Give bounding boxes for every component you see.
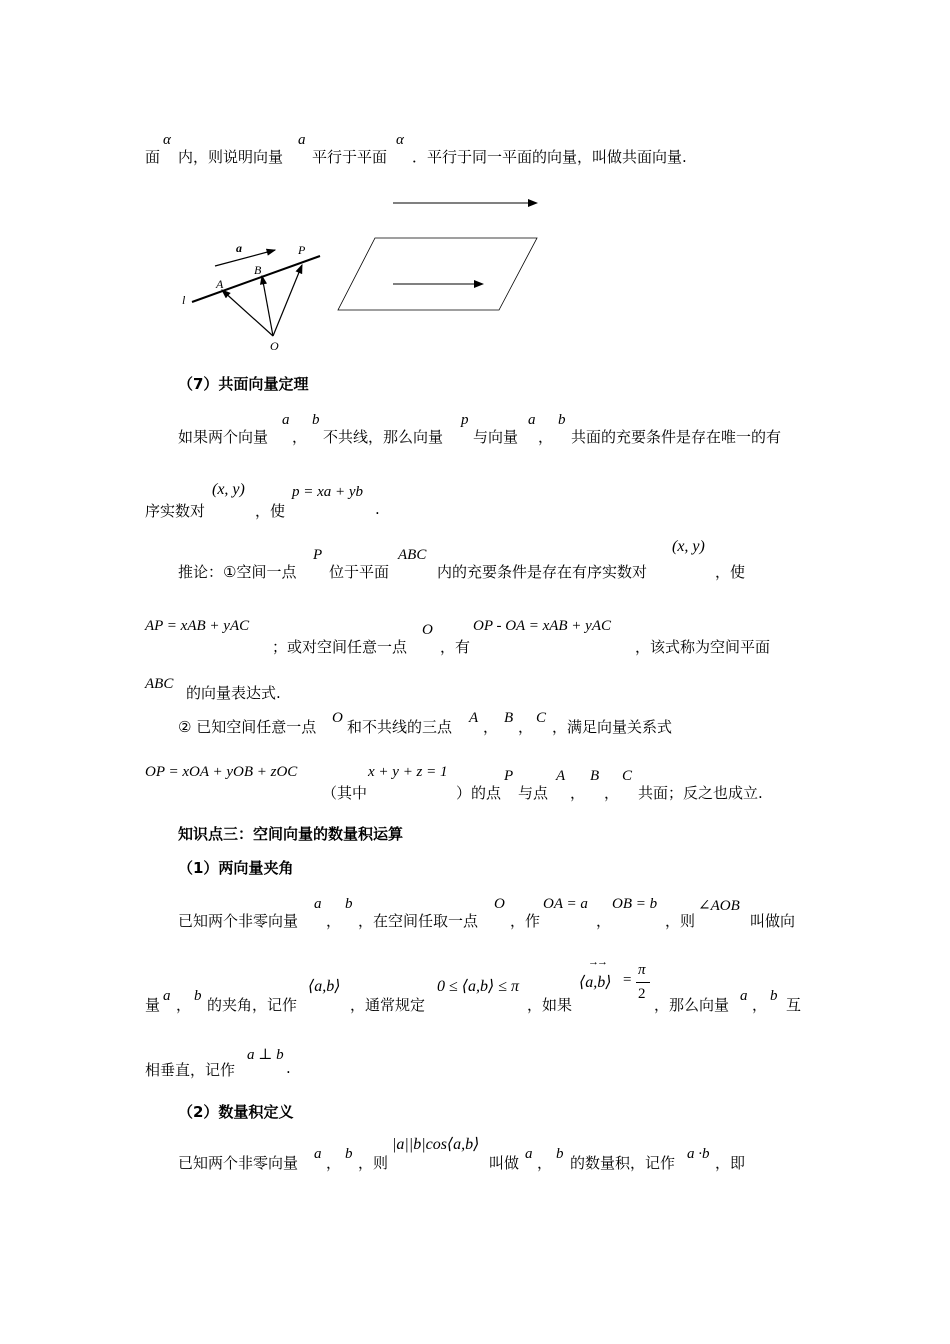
- math-O: O: [422, 622, 433, 638]
- math-perp: a ⊥ b: [247, 1047, 284, 1063]
- math-p: p: [461, 412, 469, 428]
- text: ，: [326, 1154, 342, 1172]
- math-O: O: [494, 896, 505, 912]
- math-a: a: [525, 1146, 533, 1162]
- math-a-dot-b: a ·b: [687, 1146, 710, 1162]
- text: 的向量表达式.: [186, 684, 281, 702]
- text: ）的点: [456, 784, 502, 802]
- text: 与点: [518, 784, 549, 802]
- text: ，该式称为空间平面: [635, 638, 771, 656]
- text: ，: [538, 428, 554, 446]
- text: ，: [752, 996, 768, 1014]
- math-equals: =: [623, 972, 632, 988]
- text: ，: [518, 718, 534, 736]
- text: ；或对空间任意一点: [272, 638, 408, 656]
- text: ，那么向量: [654, 996, 730, 1014]
- text: 位于平面: [329, 563, 390, 581]
- text: 和不共线的三点: [347, 718, 453, 736]
- section-heading: 知识点三：空间向量的数量积运算: [178, 825, 404, 843]
- text: 不共线，那么向量: [323, 428, 444, 446]
- math-b: b: [345, 896, 353, 912]
- math-b: b: [558, 412, 566, 428]
- text: 已知两个非零向量: [178, 912, 299, 930]
- text: ，: [483, 718, 499, 736]
- text: .: [375, 500, 380, 518]
- text: 已知两个非零向量: [178, 1154, 299, 1172]
- math-b: b: [345, 1146, 353, 1162]
- math-A: A: [469, 710, 479, 726]
- text: 与向量: [473, 428, 519, 446]
- math-dot-product-expr: |a||b|cos⟨a,b⟩: [392, 1136, 480, 1153]
- text: ，使: [255, 502, 286, 520]
- text: ，则: [665, 912, 696, 930]
- plane-parallel-figure: [335, 192, 545, 317]
- math-a: a: [528, 412, 536, 428]
- math-two: 2: [638, 986, 646, 1002]
- text: ，: [292, 428, 308, 446]
- math-B: B: [504, 710, 514, 726]
- math-eq-AP: AP = xAB + yAC: [145, 618, 250, 634]
- math-xy: (x, y): [672, 538, 705, 555]
- text: 叫做向: [750, 912, 796, 930]
- text: 共面的充要条件是存在唯一的有: [571, 428, 782, 446]
- math-O: O: [332, 710, 343, 726]
- label-B: B: [254, 263, 262, 277]
- text: ，则: [358, 1154, 389, 1172]
- text: ，: [176, 996, 192, 1014]
- text: 推论：①空间一点: [178, 563, 297, 581]
- text: ，: [596, 912, 612, 930]
- math-angle-ab: ⟨a,b⟩: [579, 974, 612, 991]
- label-a: a: [236, 241, 242, 255]
- math-b: b: [556, 1146, 564, 1162]
- label-O: O: [270, 339, 279, 353]
- math-C: C: [536, 710, 547, 726]
- subsection-heading: （1）两向量夹角: [178, 859, 294, 877]
- text: ，: [326, 912, 342, 930]
- vector-a-arrow: [215, 250, 275, 266]
- math-B: B: [590, 768, 600, 784]
- collinear-vector-figure: [180, 238, 330, 353]
- math-pi: π: [638, 962, 646, 978]
- math-angle-AOB: ∠AOB: [698, 898, 740, 914]
- text: 的数量积，记作: [570, 1154, 676, 1172]
- math-a: a: [314, 896, 322, 912]
- text: ，满足向量关系式: [552, 718, 673, 736]
- section-heading: （7）共面向量定理: [178, 375, 309, 393]
- math-a: a: [163, 988, 171, 1004]
- vector-OP: [273, 265, 302, 336]
- text: 量: [145, 996, 161, 1014]
- math-eq-OP-xyz: OP = xOA + yOB + zOC: [145, 764, 298, 780]
- text: ，有: [440, 638, 471, 656]
- math-b: b: [770, 988, 778, 1004]
- text: ，使: [715, 563, 746, 581]
- text: ，: [537, 1154, 553, 1172]
- text: 平行于平面: [312, 148, 388, 166]
- text: 内，则说明向量: [178, 148, 284, 166]
- text: ，如果: [527, 996, 573, 1014]
- text: ，即: [715, 1154, 746, 1172]
- math-P: P: [504, 768, 514, 784]
- label-P: P: [298, 243, 306, 257]
- math-ABC: ABC: [145, 676, 174, 692]
- math-alpha: α: [396, 132, 404, 148]
- math-ABC: ABC: [398, 547, 427, 563]
- math-a: a: [298, 132, 306, 148]
- math-a: a: [740, 988, 748, 1004]
- math-a: a: [314, 1146, 322, 1162]
- fraction-bar: [636, 982, 650, 983]
- text: 互: [786, 996, 802, 1014]
- math-cond: x + y + z = 1: [368, 764, 448, 780]
- text: 内的充要条件是存在有序实数对: [437, 563, 648, 581]
- math-b: b: [194, 988, 202, 1004]
- math-alpha: α: [163, 132, 171, 148]
- math-b: b: [312, 412, 320, 428]
- text: ，作: [510, 912, 541, 930]
- text: ，: [570, 784, 586, 802]
- text: （其中: [322, 784, 368, 802]
- math-xy: (x, y): [212, 481, 245, 498]
- plane-alpha: [338, 238, 537, 310]
- label-A: A: [216, 277, 224, 291]
- math-range: 0 ≤ ⟨a,b⟩ ≤ π: [437, 978, 520, 995]
- text: 面: [145, 148, 161, 166]
- text: 序实数对: [145, 502, 206, 520]
- text: ，在空间任取一点: [358, 912, 479, 930]
- vector-arrows-icon: →→: [588, 956, 606, 968]
- text: ，通常规定: [350, 996, 426, 1014]
- math-eq-p: p = xa + yb: [292, 484, 364, 500]
- label-l: l: [182, 293, 186, 307]
- subsection-heading: （2）数量积定义: [178, 1103, 294, 1121]
- text: .: [286, 1059, 291, 1077]
- math-A: A: [556, 768, 566, 784]
- math-eq-OP: OP - OA = xAB + yAC: [473, 618, 611, 634]
- text: ，: [604, 784, 620, 802]
- math-eq-OB: OB = b: [612, 896, 658, 912]
- text: 叫做: [489, 1154, 520, 1172]
- text: 共面；反之也成立.: [638, 784, 763, 802]
- text: ② 已知空间任意一点: [178, 718, 317, 736]
- math-a: a: [282, 412, 290, 428]
- text: 的夹角，记作: [207, 996, 298, 1014]
- text: ．平行于同一平面的向量，叫做共面向量.: [412, 148, 687, 166]
- math-angle-ab: ⟨a,b⟩: [308, 978, 341, 995]
- text: 相垂直，记作: [145, 1061, 236, 1079]
- text: 如果两个向量: [178, 428, 269, 446]
- math-C: C: [622, 768, 633, 784]
- math-eq-OA: OA = a: [543, 896, 588, 912]
- math-P: P: [313, 547, 323, 563]
